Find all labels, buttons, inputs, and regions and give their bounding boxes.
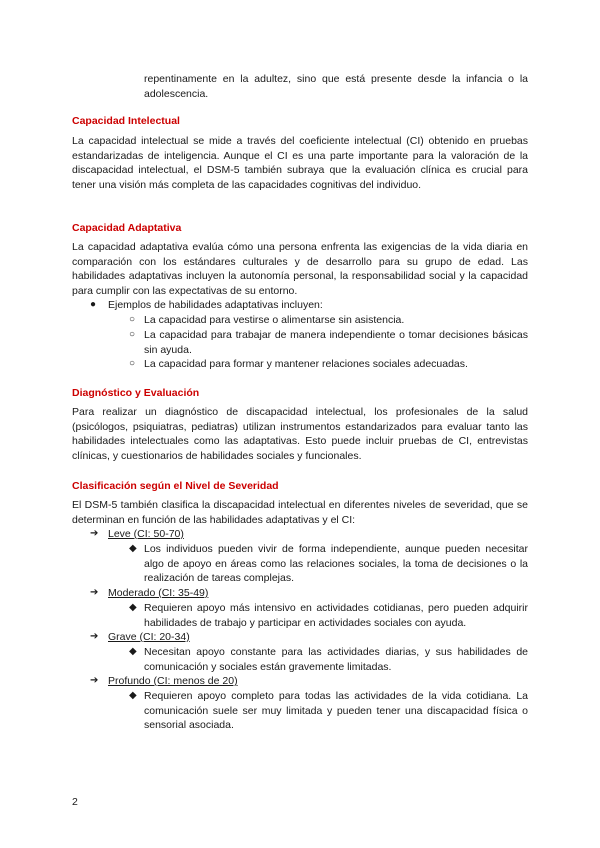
- level-desc-profundo: Requieren apoyo completo para todas las actividades de la vida cotidiana. La comunicación suele ser muy limitada y pueden tener una discapacidad física o sensorial asociada.: [144, 690, 528, 732]
- para-adaptive: La capacidad adaptativa evalúa cómo una persona enfrenta las exigencias de la vida diaria en comparación con los estándares culturales y de desarrollo para su grupo de edad. Las habilidades adaptativas incluyen la autonomía personal, la responsabilidad social y la capacidad para cumplir con las expectativas de su entorno.: [72, 241, 528, 297]
- para-intellectual: La capacidad intelectual se mide a través del coeficiente intelectual (CI) obtenido en pruebas estandarizadas de inteligencia. Aunque el CI es una parte importante para la valoración de la discapacidad intelectual, el DSM-5 también subraya que la evaluación clínica es crucial para tener una visión más completa de las capacidades cognitivas del individuo.: [72, 135, 528, 191]
- para-classification: El DSM-5 también clasifica la discapacidad intelectual en diferentes niveles de severidad, que se determinan en función de las habilidades adaptativas y el CI:: [72, 499, 528, 526]
- intro-continuation: repentinamente en la adultez, sino que está presente desde la infancia o la adolescencia.: [144, 73, 528, 100]
- adaptive-example-3: La capacidad para formar y mantener relaciones sociales adecuadas.: [144, 358, 468, 370]
- adaptive-list-intro: Ejemplos de habilidades adaptativas incluyen:: [108, 299, 323, 311]
- level-desc-grave: Necesitan apoyo constante para las actividades diarias, y sus habilidades de comunicación y sociales están gravemente limitadas.: [144, 646, 528, 673]
- page-number: 2: [72, 796, 78, 808]
- level-label-grave: Grave (CI: 20-34): [108, 631, 190, 643]
- arrow-icon: ➔: [90, 587, 99, 598]
- heading-classification: Clasificación según el Nivel de Severidad: [72, 480, 279, 492]
- hollow-bullet-icon: ○: [129, 314, 136, 325]
- arrow-icon: ➔: [90, 675, 99, 686]
- diamond-bullet-icon: ◆: [129, 690, 137, 701]
- para-diagnosis: Para realizar un diagnóstico de discapacidad intelectual, los profesionales de la salud (psicólogos, psiquiatras, pediatras) utilizan instrumentos estandarizados para evaluar tanto las habilidades intelectuales como las adaptativas. Esto puede incluir pruebas de CI, entrevistas clínicas, y cuestionarios de habilidades sociales y funcionales.: [72, 406, 528, 462]
- heading-intellectual: Capacidad Intelectual: [72, 115, 180, 127]
- hollow-bullet-icon: ○: [129, 358, 136, 369]
- adaptive-example-2: La capacidad para trabajar de manera independiente o tomar decisiones básicas sin ayuda.: [144, 329, 528, 356]
- level-desc-leve: Los individuos pueden vivir de forma independiente, aunque pueden necesitar algo de apoyo en áreas como las relaciones sociales, la toma de decisiones o la realización de tareas complejas.: [144, 543, 528, 585]
- diamond-bullet-icon: ◆: [129, 602, 137, 613]
- diamond-bullet-icon: ◆: [129, 646, 137, 657]
- heading-diagnosis: Diagnóstico y Evaluación: [72, 387, 200, 399]
- hollow-bullet-icon: ○: [129, 329, 136, 340]
- level-label-leve: Leve (CI: 50-70): [108, 528, 184, 540]
- diamond-bullet-icon: ◆: [129, 543, 137, 554]
- adaptive-example-1: La capacidad para vestirse o alimentarse sin asistencia.: [144, 314, 405, 326]
- arrow-icon: ➔: [90, 528, 99, 539]
- level-desc-moderado: Requieren apoyo más intensivo en actividades cotidianas, pero pueden adquirir habilidades de trabajo y participar en actividades sociales con ayuda.: [144, 602, 528, 629]
- level-label-profundo: Profundo (CI: menos de 20): [108, 675, 238, 687]
- level-label-moderado: Moderado (CI: 35-49): [108, 587, 209, 599]
- arrow-icon: ➔: [90, 631, 99, 642]
- heading-adaptive: Capacidad Adaptativa: [72, 222, 182, 234]
- bullet-icon: ●: [90, 299, 97, 310]
